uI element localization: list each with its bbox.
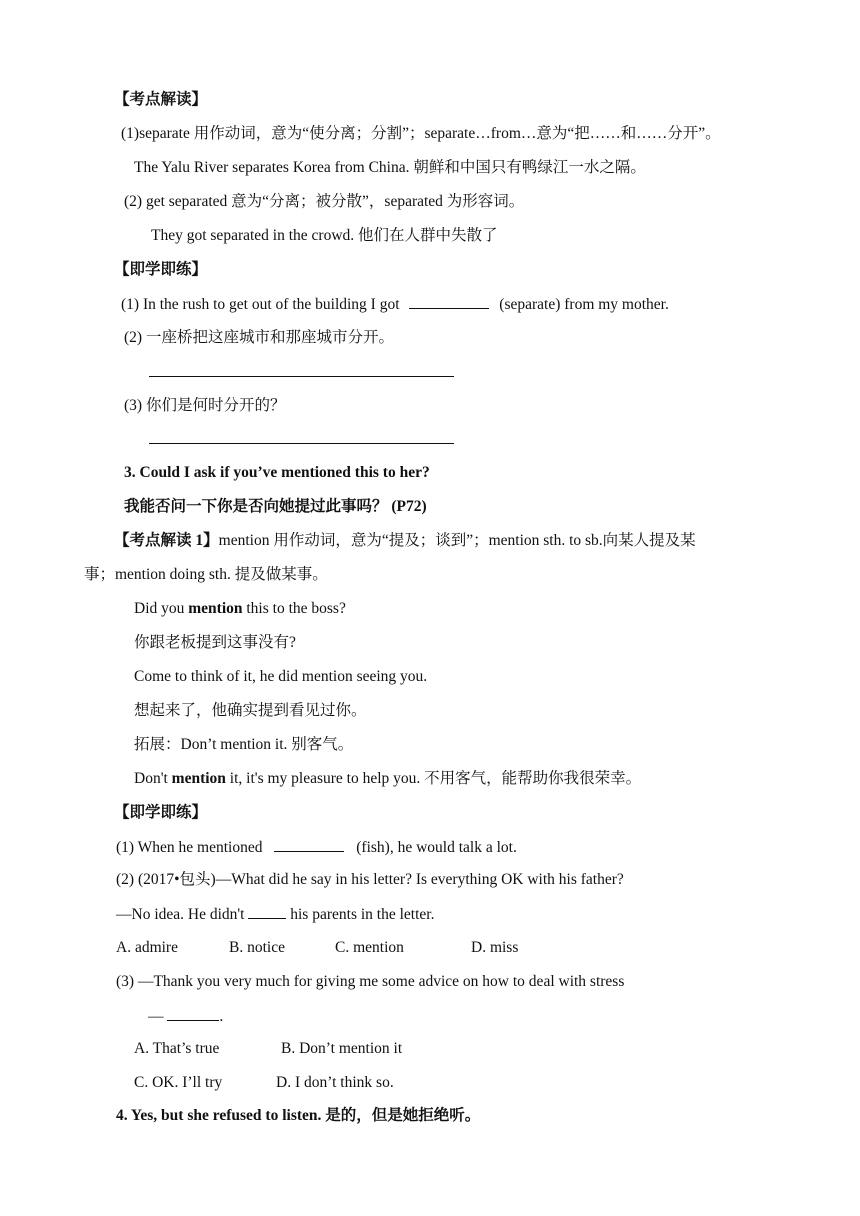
answer-line[interactable] — [149, 443, 454, 444]
answer-option[interactable]: A. That’s true — [134, 1040, 220, 1057]
answer-option[interactable]: B. notice — [229, 939, 285, 956]
exercise-question — [121, 294, 669, 315]
example-sentence: The Yalu River separates Korea from China. 朝鲜和中国只有鸭绿江一水之隔。 — [134, 159, 646, 176]
answer-option[interactable]: A. admire — [116, 939, 178, 956]
exercise-question — [116, 904, 434, 925]
explanation-line: (2) get separated 意为“分离；被分散”，separated 为形容词。 — [124, 193, 525, 210]
exercise-question: (3) 你们是何时分开的？ — [124, 397, 286, 414]
section-heading: 【即学即练】 — [114, 804, 208, 821]
question-text: (1) When he mentioned — [116, 839, 263, 856]
answer-option[interactable]: D. I don’t think so. — [276, 1074, 394, 1091]
key-sentence-title: 4. Yes, but she refused to listen. 是的，但是她拒绝听。 — [116, 1107, 481, 1124]
answer-option[interactable]: D. miss — [471, 939, 519, 956]
answer-blank[interactable] — [274, 837, 344, 852]
example-text: Don't — [134, 770, 172, 787]
question-text: — — [148, 1008, 168, 1025]
question-text: (fish), he would talk a lot. — [356, 839, 517, 856]
question-text: (1) In the rush to get out of the building I got — [121, 296, 400, 313]
exercise-question: (2) 一座桥把这座城市和那座城市分开。 — [124, 329, 394, 346]
exercise-question: (3) —Thank you very much for giving me some advice on how to deal with stress — [116, 973, 625, 990]
answer-blank[interactable] — [248, 904, 286, 919]
question-text: (separate) from my mother. — [499, 296, 669, 313]
answer-blank[interactable] — [167, 1006, 219, 1021]
explanation-line: 事；mention doing sth. 提及做某事。 — [84, 566, 328, 583]
explanation-line — [114, 531, 696, 551]
example-sentence: They got separated in the crowd. 他们在人群中失散了 — [151, 227, 498, 244]
question-text: . — [219, 1008, 224, 1025]
example-text: Did you — [134, 600, 189, 617]
answer-blank[interactable] — [409, 294, 489, 309]
key-sentence-title: 3. Could I ask if you’ve mentioned this to her? — [124, 464, 430, 481]
answer-line[interactable] — [149, 376, 454, 377]
question-text: his parents in the letter. — [286, 906, 435, 923]
section-heading: 【即学即练】 — [114, 261, 208, 278]
key-sentence-translation: 我能否问一下你是否向她提过此事吗？ (P72) — [124, 498, 427, 515]
example-translation: 想起来了，他确实提到看见过你。 — [134, 702, 367, 719]
exercise-question — [116, 837, 517, 858]
exercise-question — [148, 1006, 223, 1027]
example-text: it, it's my pleasure to help you. 不用客气，能帮助你我很荣幸。 — [225, 770, 642, 787]
explanation-line: (1)separate 用作动词，意为“使分离；分割”；separate…from…意为“把……和……分开”。 — [121, 125, 721, 142]
answer-option[interactable]: C. OK. I’ll try — [134, 1074, 223, 1091]
exercise-question: (2) (2017•包头)—What did he say in his letter? Is everything OK with his father? — [116, 871, 624, 888]
example-sentence — [134, 769, 641, 789]
example-sentence — [134, 599, 346, 619]
example-text: this to the boss? — [242, 600, 346, 617]
section-heading: 【考点解读 1】 — [114, 532, 219, 549]
example-translation: 你跟老板提到这事没有? — [134, 634, 296, 651]
answer-option[interactable]: B. Don’t mention it — [281, 1040, 403, 1057]
answer-option[interactable]: C. mention — [335, 939, 404, 956]
section-heading: 【考点解读】 — [114, 91, 208, 108]
keyword: mention — [171, 770, 226, 787]
question-text: —No idea. He didn't — [116, 906, 249, 923]
keyword: mention — [188, 600, 243, 617]
explanation-text: mention 用作动词，意为“提及；谈到”；mention sth. to sb.向某人提及某 — [218, 532, 696, 549]
extension-note: 拓展：Don’t mention it. 别客气。 — [134, 736, 354, 753]
example-sentence: Come to think of it, he did mention seeing you. — [134, 668, 428, 685]
